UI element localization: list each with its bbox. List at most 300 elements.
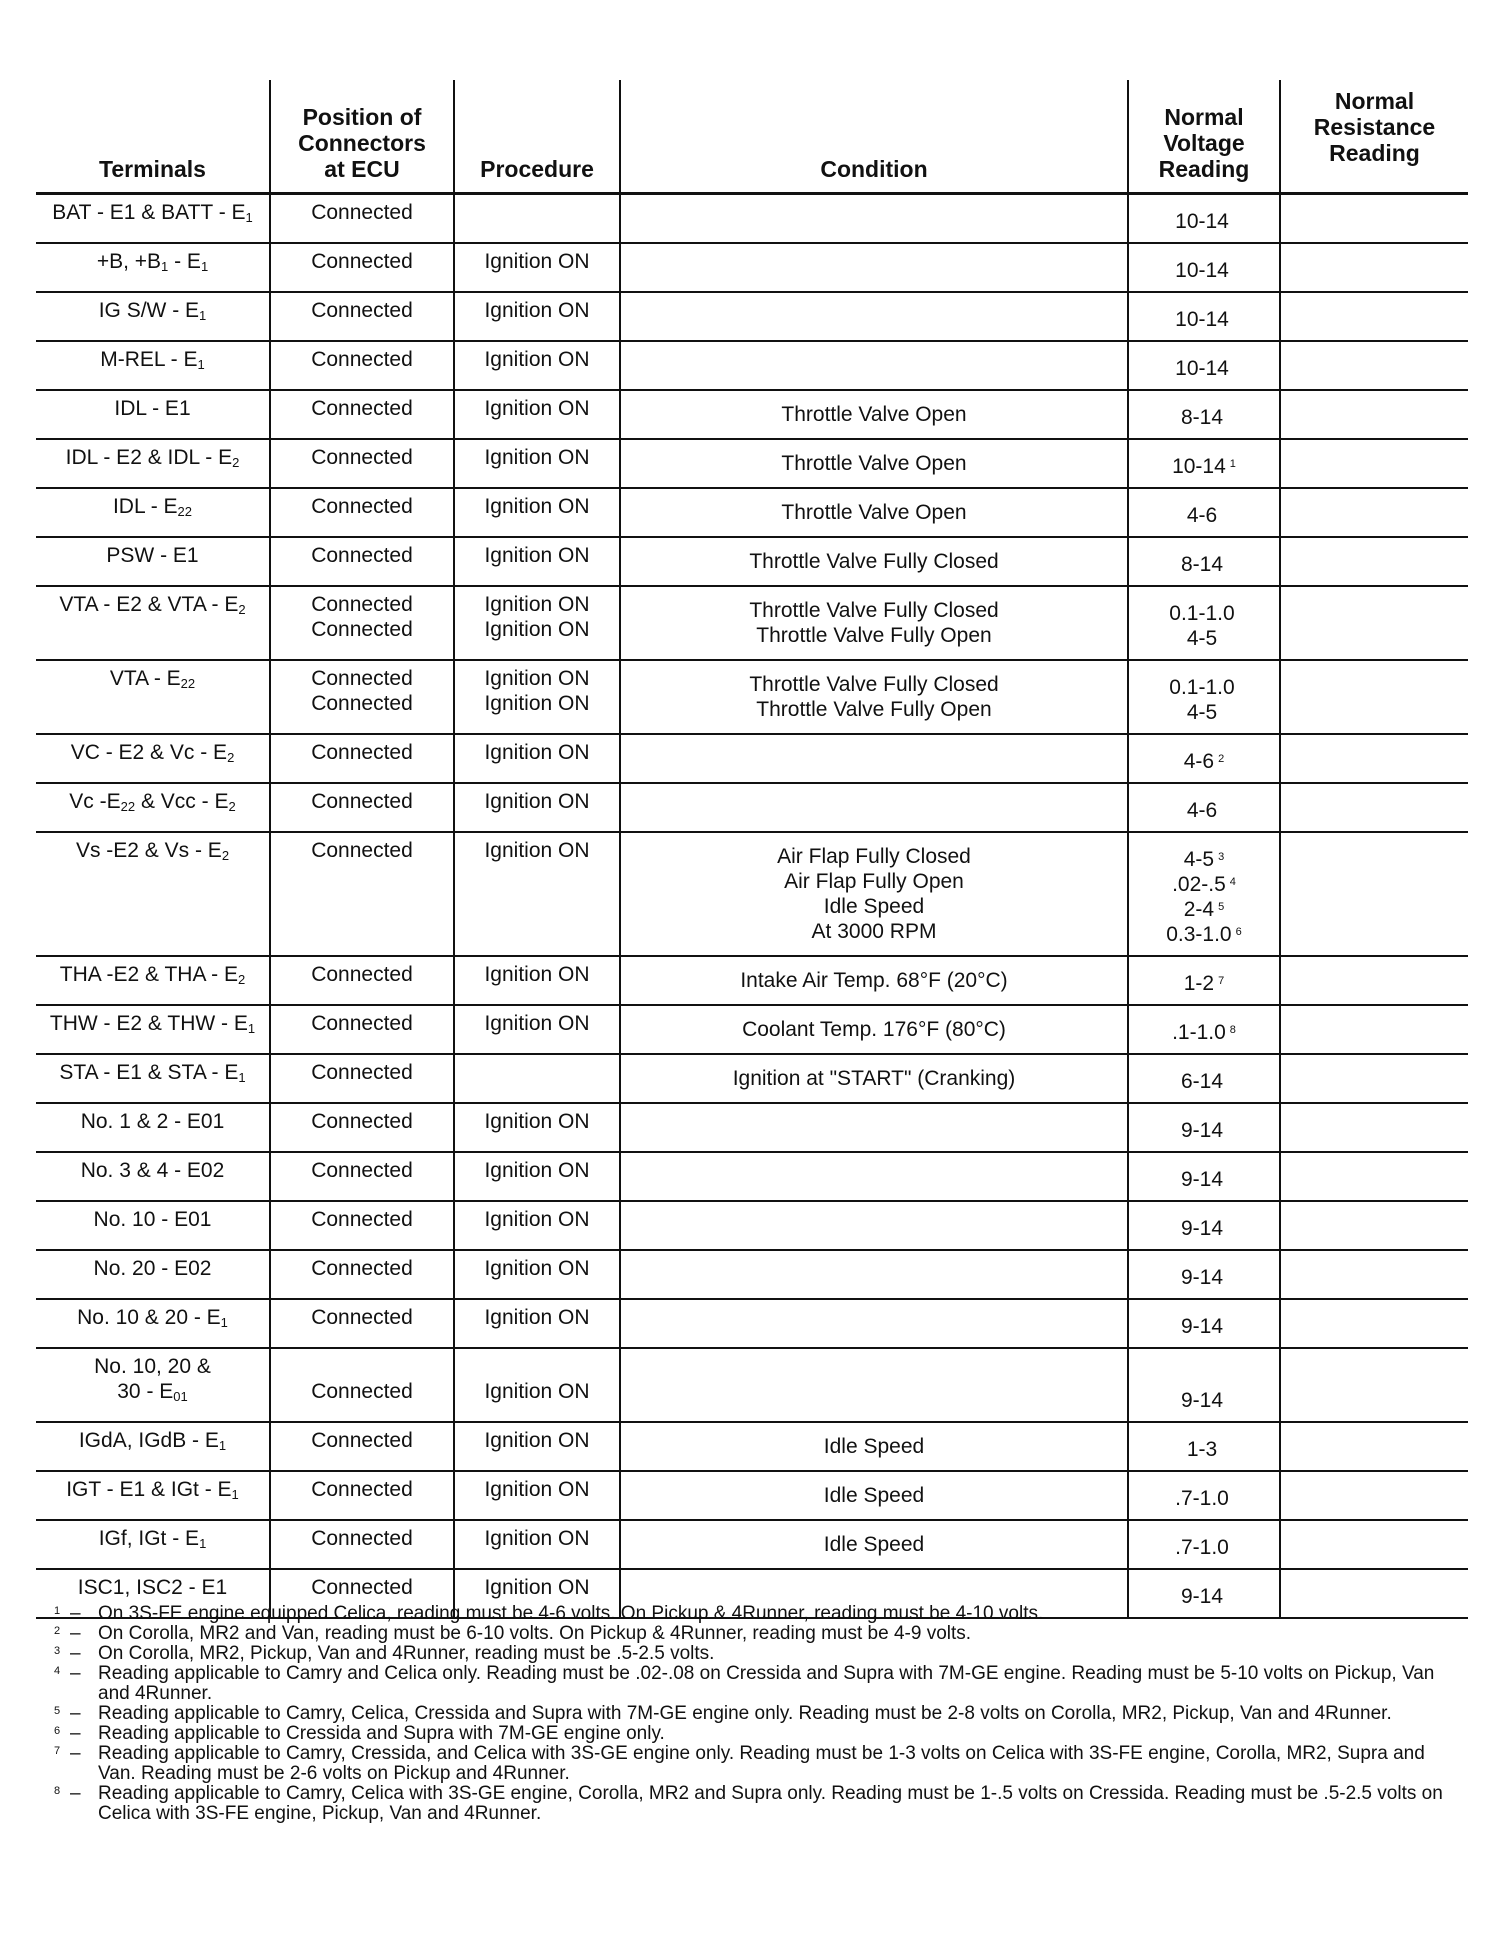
position-value: Connected bbox=[311, 618, 413, 641]
voltage-value: 1-3 bbox=[1186, 1438, 1218, 1461]
position-value: Connected bbox=[311, 250, 413, 273]
position-value: Connected bbox=[311, 348, 413, 371]
voltage-value: 8-14 bbox=[1180, 406, 1224, 429]
procedure-value: Ignition ON bbox=[484, 495, 590, 518]
resistance-cell bbox=[1280, 1471, 1468, 1520]
resistance-cell bbox=[1280, 390, 1468, 439]
footnotes bbox=[54, 1604, 1464, 1824]
footnote-item: 2 – On Corolla, MR2 and Van, reading must be 6-10 volts. On Pickup & 4Runner, reading must be 4-9 volts. bbox=[54, 1624, 1464, 1644]
condition-value bbox=[627, 1213, 1121, 1238]
procedure-cell bbox=[454, 783, 620, 832]
terminal-label: STA - E1 & STA - $E_1$ bbox=[59, 1061, 246, 1085]
position-value: Connected bbox=[311, 1257, 413, 1280]
position-value: Connected bbox=[311, 1306, 413, 1329]
voltage-value: 9-14 bbox=[1180, 1389, 1224, 1412]
voltage-value: 4-5 $^3$ bbox=[1183, 848, 1225, 871]
procedure-cell bbox=[454, 586, 620, 660]
voltage-cell bbox=[1128, 1471, 1280, 1520]
position-value: Connected bbox=[311, 667, 413, 690]
procedure-cell bbox=[454, 1299, 620, 1348]
voltage-value: 0.1-1.0 bbox=[1169, 602, 1235, 625]
terminals-cell bbox=[36, 1471, 270, 1520]
procedure-value: Ignition ON bbox=[484, 1380, 590, 1403]
terminal-label: No. 10 & $20 - E_1$ bbox=[77, 1306, 228, 1330]
procedure-value: Ignition ON bbox=[484, 1478, 590, 1501]
procedure-cell bbox=[454, 734, 620, 783]
terminals-cell bbox=[36, 439, 270, 488]
footnote-text: Reading applicable to Cressida and Supra with 7M-GE engine only. bbox=[98, 1723, 665, 1744]
condition-cell bbox=[620, 660, 1128, 734]
position-cell bbox=[270, 1005, 454, 1054]
voltage-cell bbox=[1128, 1005, 1280, 1054]
procedure-cell bbox=[454, 1471, 620, 1520]
terminal-label: IGdA, IGdB - $E_1$ bbox=[78, 1429, 227, 1453]
procedure-value: Ignition ON bbox=[484, 741, 590, 764]
terminal-spec-table bbox=[36, 80, 1468, 1619]
position-cell bbox=[270, 488, 454, 537]
resistance-cell bbox=[1280, 1054, 1468, 1103]
condition-cell bbox=[620, 1348, 1128, 1422]
table-row bbox=[36, 1054, 1468, 1103]
footnote-text: On Corolla, MR2, Pickup, Van and 4Runner, reading must be .5-2.5 volts. bbox=[98, 1643, 715, 1664]
table-header-row bbox=[36, 80, 1468, 194]
position-value: Connected bbox=[311, 790, 413, 813]
position-value: Connected bbox=[311, 963, 413, 986]
voltage-value: .7-1.0 bbox=[1175, 1487, 1229, 1510]
condition-cell bbox=[620, 1201, 1128, 1250]
footnote-item: 4 – Reading applicable to Camry and Celica only. Reading must be .02-.08 on Cressida and Supra with 7M-GE engine. Reading must be 5-10 volts on Pickup, Van and 4Runner. bbox=[54, 1664, 1464, 1704]
condition-value: Throttle Valve Fully Closed bbox=[749, 550, 999, 573]
procedure-cell bbox=[454, 660, 620, 734]
terminals-cell bbox=[36, 660, 270, 734]
terminal-label: Vs -E2 & Vs - $E_2$ bbox=[75, 839, 230, 863]
table-row bbox=[36, 488, 1468, 537]
procedure-value bbox=[461, 1060, 613, 1085]
condition-value bbox=[627, 255, 1121, 280]
terminals-cell bbox=[36, 1005, 270, 1054]
position-cell bbox=[270, 1520, 454, 1569]
resistance-cell bbox=[1280, 243, 1468, 292]
footnote-ref: 4 bbox=[1229, 876, 1236, 888]
position-value: Connected bbox=[311, 1478, 413, 1501]
position-cell bbox=[270, 341, 454, 390]
procedure-value: Ignition ON bbox=[484, 1159, 590, 1182]
voltage-value: 8-14 bbox=[1180, 553, 1224, 576]
footnote-mark: 2 bbox=[54, 1625, 61, 1637]
voltage-value: 10-14 bbox=[1175, 210, 1229, 233]
footnote-mark: 1 bbox=[54, 1605, 61, 1617]
terminal-label: VC - E2 & Vc - $E_2$ bbox=[70, 741, 235, 765]
position-cell bbox=[270, 1250, 454, 1299]
position-cell bbox=[270, 660, 454, 734]
voltage-cell bbox=[1128, 1250, 1280, 1299]
position-value: Connected bbox=[311, 1061, 413, 1084]
resistance-cell bbox=[1280, 1152, 1468, 1201]
voltage-cell bbox=[1128, 1520, 1280, 1569]
voltage-cell bbox=[1128, 537, 1280, 586]
voltage-value: 4-6 bbox=[1186, 504, 1218, 527]
table-row bbox=[36, 1299, 1468, 1348]
position-cell bbox=[270, 1201, 454, 1250]
terminal-label: IDL - $E_{22}$ bbox=[112, 495, 193, 519]
position-value: Connected bbox=[311, 544, 413, 567]
position-cell bbox=[270, 1299, 454, 1348]
procedure-value bbox=[461, 1354, 613, 1379]
table-row bbox=[36, 1422, 1468, 1471]
terminals-cell bbox=[36, 1054, 270, 1103]
procedure-cell bbox=[454, 537, 620, 586]
position-cell bbox=[270, 783, 454, 832]
voltage-cell bbox=[1128, 1054, 1280, 1103]
voltage-value: 0.1-1.0 bbox=[1169, 676, 1235, 699]
table-row bbox=[36, 783, 1468, 832]
procedure-value: Ignition ON bbox=[484, 1306, 590, 1329]
procedure-value: Ignition ON bbox=[484, 618, 590, 641]
position-value: Connected bbox=[311, 446, 413, 469]
condition-value: Throttle Valve Open bbox=[781, 452, 967, 475]
terminals-cell bbox=[36, 832, 270, 956]
resistance-cell bbox=[1280, 734, 1468, 783]
condition-cell bbox=[620, 1005, 1128, 1054]
procedure-value: Ignition ON bbox=[484, 544, 590, 567]
footnote-text: Reading applicable to Camry, Celica with 3S-GE engine, Corolla, MR2 and Supra only. Reading must be 1-.5 volts on Cressida. Reading must be .5-2.5 volts on Celica with 3S-FE engine, Pickup, Van and 4Runner. bbox=[98, 1783, 1443, 1824]
terminals-cell bbox=[36, 488, 270, 537]
footnote-item: 5 – Reading applicable to Camry, Celica, Cressida and Supra with 7M-GE engine only. Reading must be 2-8 volts on Corolla, MR2, Pickup, Van and 4Runner. bbox=[54, 1704, 1464, 1724]
position-value: Connected bbox=[311, 1012, 413, 1035]
resistance-cell bbox=[1280, 341, 1468, 390]
position-value: Connected bbox=[311, 201, 413, 224]
terminals-cell bbox=[36, 586, 270, 660]
table-row bbox=[36, 1520, 1468, 1569]
voltage-value: 4-5 bbox=[1186, 627, 1218, 650]
procedure-cell bbox=[454, 1103, 620, 1152]
position-value: Connected bbox=[311, 1159, 413, 1182]
voltage-cell bbox=[1128, 832, 1280, 956]
voltage-value: 4-6 bbox=[1186, 799, 1218, 822]
condition-cell bbox=[620, 341, 1128, 390]
table-row bbox=[36, 660, 1468, 734]
table-row bbox=[36, 1250, 1468, 1299]
terminal-label: Vc $-E_{22}$ & Vcc - $E_2$ bbox=[69, 790, 236, 814]
footnote-mark: 5 bbox=[54, 1705, 61, 1717]
footnote-text: Reading applicable to Camry, Celica, Cressida and Supra with 7M-GE engine only. Reading must be 2-8 volts on Corolla, MR2, Pickup, Van and 4Runner. bbox=[98, 1703, 1392, 1724]
position-cell bbox=[270, 1471, 454, 1520]
condition-value: Intake Air Temp. 68°F (20°C) bbox=[740, 969, 1008, 992]
header-position-of-connectors: Position of Connectors at ECU bbox=[270, 80, 454, 194]
condition-value: Throttle Valve Fully Open bbox=[756, 624, 992, 647]
terminal-label: IDL - E2 & IDL - $E_2$ bbox=[65, 446, 240, 470]
voltage-cell bbox=[1128, 488, 1280, 537]
procedure-cell bbox=[454, 1152, 620, 1201]
terminal-label: VTA - $E_{22}$ bbox=[109, 667, 196, 691]
position-cell bbox=[270, 1422, 454, 1471]
procedure-value: Ignition ON bbox=[484, 963, 590, 986]
condition-cell bbox=[620, 292, 1128, 341]
condition-value: Ignition at "START" (Cranking) bbox=[732, 1067, 1016, 1090]
procedure-value bbox=[461, 200, 613, 225]
header-normal-resistance: Normal Resistance Reading bbox=[1280, 80, 1468, 194]
terminal-label: No. 20 - E02 bbox=[93, 1257, 212, 1280]
procedure-cell bbox=[454, 1422, 620, 1471]
position-value: Connected bbox=[311, 741, 413, 764]
footnote-item: 6 – Reading applicable to Cressida and Supra with 7M-GE engine only. bbox=[54, 1724, 1464, 1744]
resistance-cell bbox=[1280, 832, 1468, 956]
position-value: Connected bbox=[311, 839, 413, 862]
resistance-cell bbox=[1280, 1005, 1468, 1054]
position-cell bbox=[270, 292, 454, 341]
terminals-cell bbox=[36, 956, 270, 1005]
footnote-text: On Corolla, MR2 and Van, reading must be 6-10 volts. On Pickup & 4Runner, reading must be 4-9 volts. bbox=[98, 1623, 972, 1644]
condition-cell bbox=[620, 783, 1128, 832]
procedure-cell bbox=[454, 1054, 620, 1103]
condition-cell bbox=[620, 390, 1128, 439]
condition-value bbox=[627, 1311, 1121, 1336]
resistance-cell bbox=[1280, 586, 1468, 660]
condition-cell bbox=[620, 1520, 1128, 1569]
voltage-cell bbox=[1128, 734, 1280, 783]
terminal-label: PSW - E1 bbox=[106, 544, 199, 567]
voltage-value: 10-14 bbox=[1175, 308, 1229, 331]
condition-value bbox=[627, 795, 1121, 820]
footnote-mark: 7 bbox=[54, 1745, 61, 1757]
resistance-cell bbox=[1280, 1103, 1468, 1152]
terminal-label: THW - E2 & THW - $E_1$ bbox=[49, 1012, 256, 1036]
position-value: Connected bbox=[311, 495, 413, 518]
position-cell bbox=[270, 194, 454, 244]
voltage-cell bbox=[1128, 439, 1280, 488]
voltage-value: 10-14 bbox=[1175, 259, 1229, 282]
procedure-value: Ignition ON bbox=[484, 593, 590, 616]
resistance-cell bbox=[1280, 1422, 1468, 1471]
terminals-cell bbox=[36, 734, 270, 783]
condition-cell bbox=[620, 1103, 1128, 1152]
table-row bbox=[36, 1103, 1468, 1152]
position-cell bbox=[270, 390, 454, 439]
voltage-cell bbox=[1128, 1299, 1280, 1348]
footnote-ref: 3 bbox=[1218, 851, 1225, 863]
footnote-mark: 4 bbox=[54, 1665, 61, 1677]
voltage-value: 10-14 bbox=[1175, 357, 1229, 380]
footnote-ref: 6 bbox=[1235, 926, 1242, 938]
footnote-item: 3 – On Corolla, MR2, Pickup, Van and 4Runner, reading must be .5-2.5 volts. bbox=[54, 1644, 1464, 1664]
terminal-label: No. 10, 20 & bbox=[94, 1355, 211, 1378]
position-value bbox=[277, 1354, 447, 1379]
table-row bbox=[36, 537, 1468, 586]
voltage-value: .02-.5 $^4$ bbox=[1172, 873, 1236, 896]
voltage-cell bbox=[1128, 1152, 1280, 1201]
terminal-label: No. 1 & 2 - E01 bbox=[80, 1110, 225, 1133]
voltage-value: 9-14 bbox=[1180, 1119, 1224, 1142]
footnote-ref: 8 bbox=[1229, 1024, 1236, 1036]
terminals-cell bbox=[36, 341, 270, 390]
terminals-cell bbox=[36, 783, 270, 832]
voltage-cell bbox=[1128, 586, 1280, 660]
position-cell bbox=[270, 243, 454, 292]
resistance-cell bbox=[1280, 194, 1468, 244]
position-value: Connected bbox=[311, 1208, 413, 1231]
voltage-cell bbox=[1128, 243, 1280, 292]
footnote-item: 1 – On 3S-FE engine equipped Celica, reading must be 4-6 volts. On Pickup & 4Runner, reading must be 4-10 volts. bbox=[54, 1604, 1464, 1624]
voltage-value: 9-14 bbox=[1180, 1315, 1224, 1338]
procedure-cell bbox=[454, 1005, 620, 1054]
table-row bbox=[36, 1471, 1468, 1520]
resistance-cell bbox=[1280, 1201, 1468, 1250]
condition-value bbox=[627, 1262, 1121, 1287]
position-value: Connected bbox=[311, 1110, 413, 1133]
procedure-value: Ignition ON bbox=[484, 1110, 590, 1133]
voltage-value: 2-4 $^5$ bbox=[1183, 898, 1225, 921]
procedure-cell bbox=[454, 390, 620, 439]
voltage-value: 6-14 bbox=[1180, 1070, 1224, 1093]
procedure-cell bbox=[454, 832, 620, 956]
table-row bbox=[36, 832, 1468, 956]
position-cell bbox=[270, 1054, 454, 1103]
footnote-mark: 6 bbox=[54, 1725, 61, 1737]
condition-cell bbox=[620, 1299, 1128, 1348]
terminal-label: IGT - E1 & IGt - $E_1$ bbox=[66, 1478, 239, 1502]
procedure-cell bbox=[454, 194, 620, 244]
resistance-cell bbox=[1280, 439, 1468, 488]
procedure-cell bbox=[454, 488, 620, 537]
procedure-cell bbox=[454, 1348, 620, 1422]
condition-cell bbox=[620, 194, 1128, 244]
voltage-cell bbox=[1128, 390, 1280, 439]
procedure-value: Ignition ON bbox=[484, 1429, 590, 1452]
procedure-cell bbox=[454, 1250, 620, 1299]
terminals-cell bbox=[36, 1422, 270, 1471]
resistance-cell bbox=[1280, 1348, 1468, 1422]
condition-cell bbox=[620, 243, 1128, 292]
voltage-cell bbox=[1128, 956, 1280, 1005]
resistance-cell bbox=[1280, 956, 1468, 1005]
terminals-cell bbox=[36, 292, 270, 341]
condition-value: Coolant Temp. 176°F (80°C) bbox=[742, 1018, 1006, 1041]
voltage-value bbox=[1135, 1363, 1273, 1388]
footnote-ref: 7 bbox=[1218, 975, 1225, 987]
voltage-value: 4-6 $^2$ bbox=[1183, 750, 1225, 773]
table-row bbox=[36, 390, 1468, 439]
footnote-mark: 8 bbox=[54, 1785, 61, 1797]
voltage-value: 0.3-1.0 $^6$ bbox=[1166, 923, 1242, 946]
condition-value: Throttle Valve Fully Closed bbox=[749, 599, 999, 622]
terminals-cell bbox=[36, 1348, 270, 1422]
header-procedure: Procedure bbox=[454, 80, 620, 194]
condition-cell bbox=[620, 537, 1128, 586]
resistance-cell bbox=[1280, 488, 1468, 537]
table-row bbox=[36, 1005, 1468, 1054]
header-condition: Condition bbox=[620, 80, 1128, 194]
voltage-cell bbox=[1128, 194, 1280, 244]
position-value: Connected bbox=[311, 1429, 413, 1452]
terminal-label: No. 10 - E01 bbox=[93, 1208, 212, 1231]
procedure-value: Ignition ON bbox=[484, 1576, 590, 1599]
header-normal-voltage: Normal Voltage Reading bbox=[1128, 80, 1280, 194]
condition-cell bbox=[620, 1152, 1128, 1201]
terminal-label: $M-REL - E_1$ bbox=[100, 348, 205, 372]
footnote-text: Reading applicable to Camry, Cressida, and Celica with 3S-GE engine only. Reading must be 1-3 volts on Celica with 3S-FE engine, Corolla, MR2, Supra and Van. Reading must be 2-6 volts on Pickup and 4Runner. bbox=[98, 1743, 1425, 1784]
table-row bbox=[36, 586, 1468, 660]
condition-value bbox=[627, 304, 1121, 329]
procedure-value: Ignition ON bbox=[484, 446, 590, 469]
table-row bbox=[36, 439, 1468, 488]
position-cell bbox=[270, 734, 454, 783]
resistance-cell bbox=[1280, 1299, 1468, 1348]
voltage-value: 9-14 bbox=[1180, 1585, 1224, 1608]
position-cell bbox=[270, 832, 454, 956]
condition-cell bbox=[620, 832, 1128, 956]
resistance-cell bbox=[1280, 292, 1468, 341]
voltage-cell bbox=[1128, 1348, 1280, 1422]
condition-cell bbox=[620, 1054, 1128, 1103]
footnote-item: 8 – Reading applicable to Camry, Celica with 3S-GE engine, Corolla, MR2 and Supra only. Reading must be 1-.5 volts on Cressida. Reading must be .5-2.5 volts on Celica with 3S-FE engine, Pickup, Van and 4Runner. bbox=[54, 1784, 1464, 1824]
terminal-label: +B, $+B_1 - E_1$ bbox=[96, 250, 209, 274]
terminals-cell bbox=[36, 1299, 270, 1348]
position-value: Connected bbox=[311, 397, 413, 420]
condition-value bbox=[627, 1164, 1121, 1189]
voltage-cell bbox=[1128, 660, 1280, 734]
condition-cell bbox=[620, 734, 1128, 783]
terminals-cell bbox=[36, 1520, 270, 1569]
position-value: Connected bbox=[311, 299, 413, 322]
condition-cell bbox=[620, 586, 1128, 660]
position-cell bbox=[270, 1348, 454, 1422]
condition-value: Idle Speed bbox=[823, 1533, 925, 1556]
voltage-value: .1-1.0 $^8$ bbox=[1172, 1021, 1236, 1044]
condition-value: Air Flap Fully Closed bbox=[777, 845, 971, 868]
voltage-cell bbox=[1128, 1103, 1280, 1152]
table-row bbox=[36, 341, 1468, 390]
terminals-cell bbox=[36, 390, 270, 439]
procedure-value: Ignition ON bbox=[484, 348, 590, 371]
position-cell bbox=[270, 956, 454, 1005]
position-value: Connected bbox=[311, 593, 413, 616]
table-row bbox=[36, 734, 1468, 783]
voltage-cell bbox=[1128, 341, 1280, 390]
table-row bbox=[36, 243, 1468, 292]
terminal-label: THA -E2 & THA - $E_2$ bbox=[59, 963, 246, 987]
terminal-label: $30 - E_{01}$ bbox=[117, 1380, 188, 1404]
procedure-value: Ignition ON bbox=[484, 692, 590, 715]
terminal-label: BAT - E1 & BATT - $E_1$ bbox=[52, 201, 253, 225]
condition-value: Idle Speed bbox=[823, 1484, 925, 1507]
position-cell bbox=[270, 1152, 454, 1201]
footnote-mark: 3 bbox=[54, 1645, 61, 1657]
condition-cell bbox=[620, 1471, 1128, 1520]
condition-value: Air Flap Fully Open bbox=[784, 870, 964, 893]
terminals-cell bbox=[36, 1152, 270, 1201]
voltage-value: 9-14 bbox=[1180, 1266, 1224, 1289]
condition-value: Throttle Valve Fully Open bbox=[756, 698, 992, 721]
condition-cell bbox=[620, 956, 1128, 1005]
voltage-value: 4-5 bbox=[1186, 701, 1218, 724]
terminals-cell bbox=[36, 243, 270, 292]
procedure-cell bbox=[454, 341, 620, 390]
condition-value: Throttle Valve Open bbox=[781, 501, 967, 524]
table-row bbox=[36, 956, 1468, 1005]
condition-value: At 3000 RPM bbox=[811, 920, 937, 943]
voltage-value: 1-2 $^7$ bbox=[1183, 972, 1225, 995]
position-cell bbox=[270, 586, 454, 660]
procedure-cell bbox=[454, 1520, 620, 1569]
footnote-item: 7 – Reading applicable to Camry, Cressida, and Celica with 3S-GE engine only. Reading must be 1-3 volts on Celica with 3S-FE engine, Corolla, MR2, Supra and Van. Reading must be 2-6 volts on Pickup and 4Runner. bbox=[54, 1744, 1464, 1784]
procedure-value: Ignition ON bbox=[484, 250, 590, 273]
position-value: Connected bbox=[311, 1527, 413, 1550]
voltage-cell bbox=[1128, 783, 1280, 832]
terminal-label: IG $S/W - E_1$ bbox=[98, 299, 207, 323]
procedure-cell bbox=[454, 292, 620, 341]
condition-value: Throttle Valve Fully Closed bbox=[749, 673, 999, 696]
procedure-value: Ignition ON bbox=[484, 299, 590, 322]
